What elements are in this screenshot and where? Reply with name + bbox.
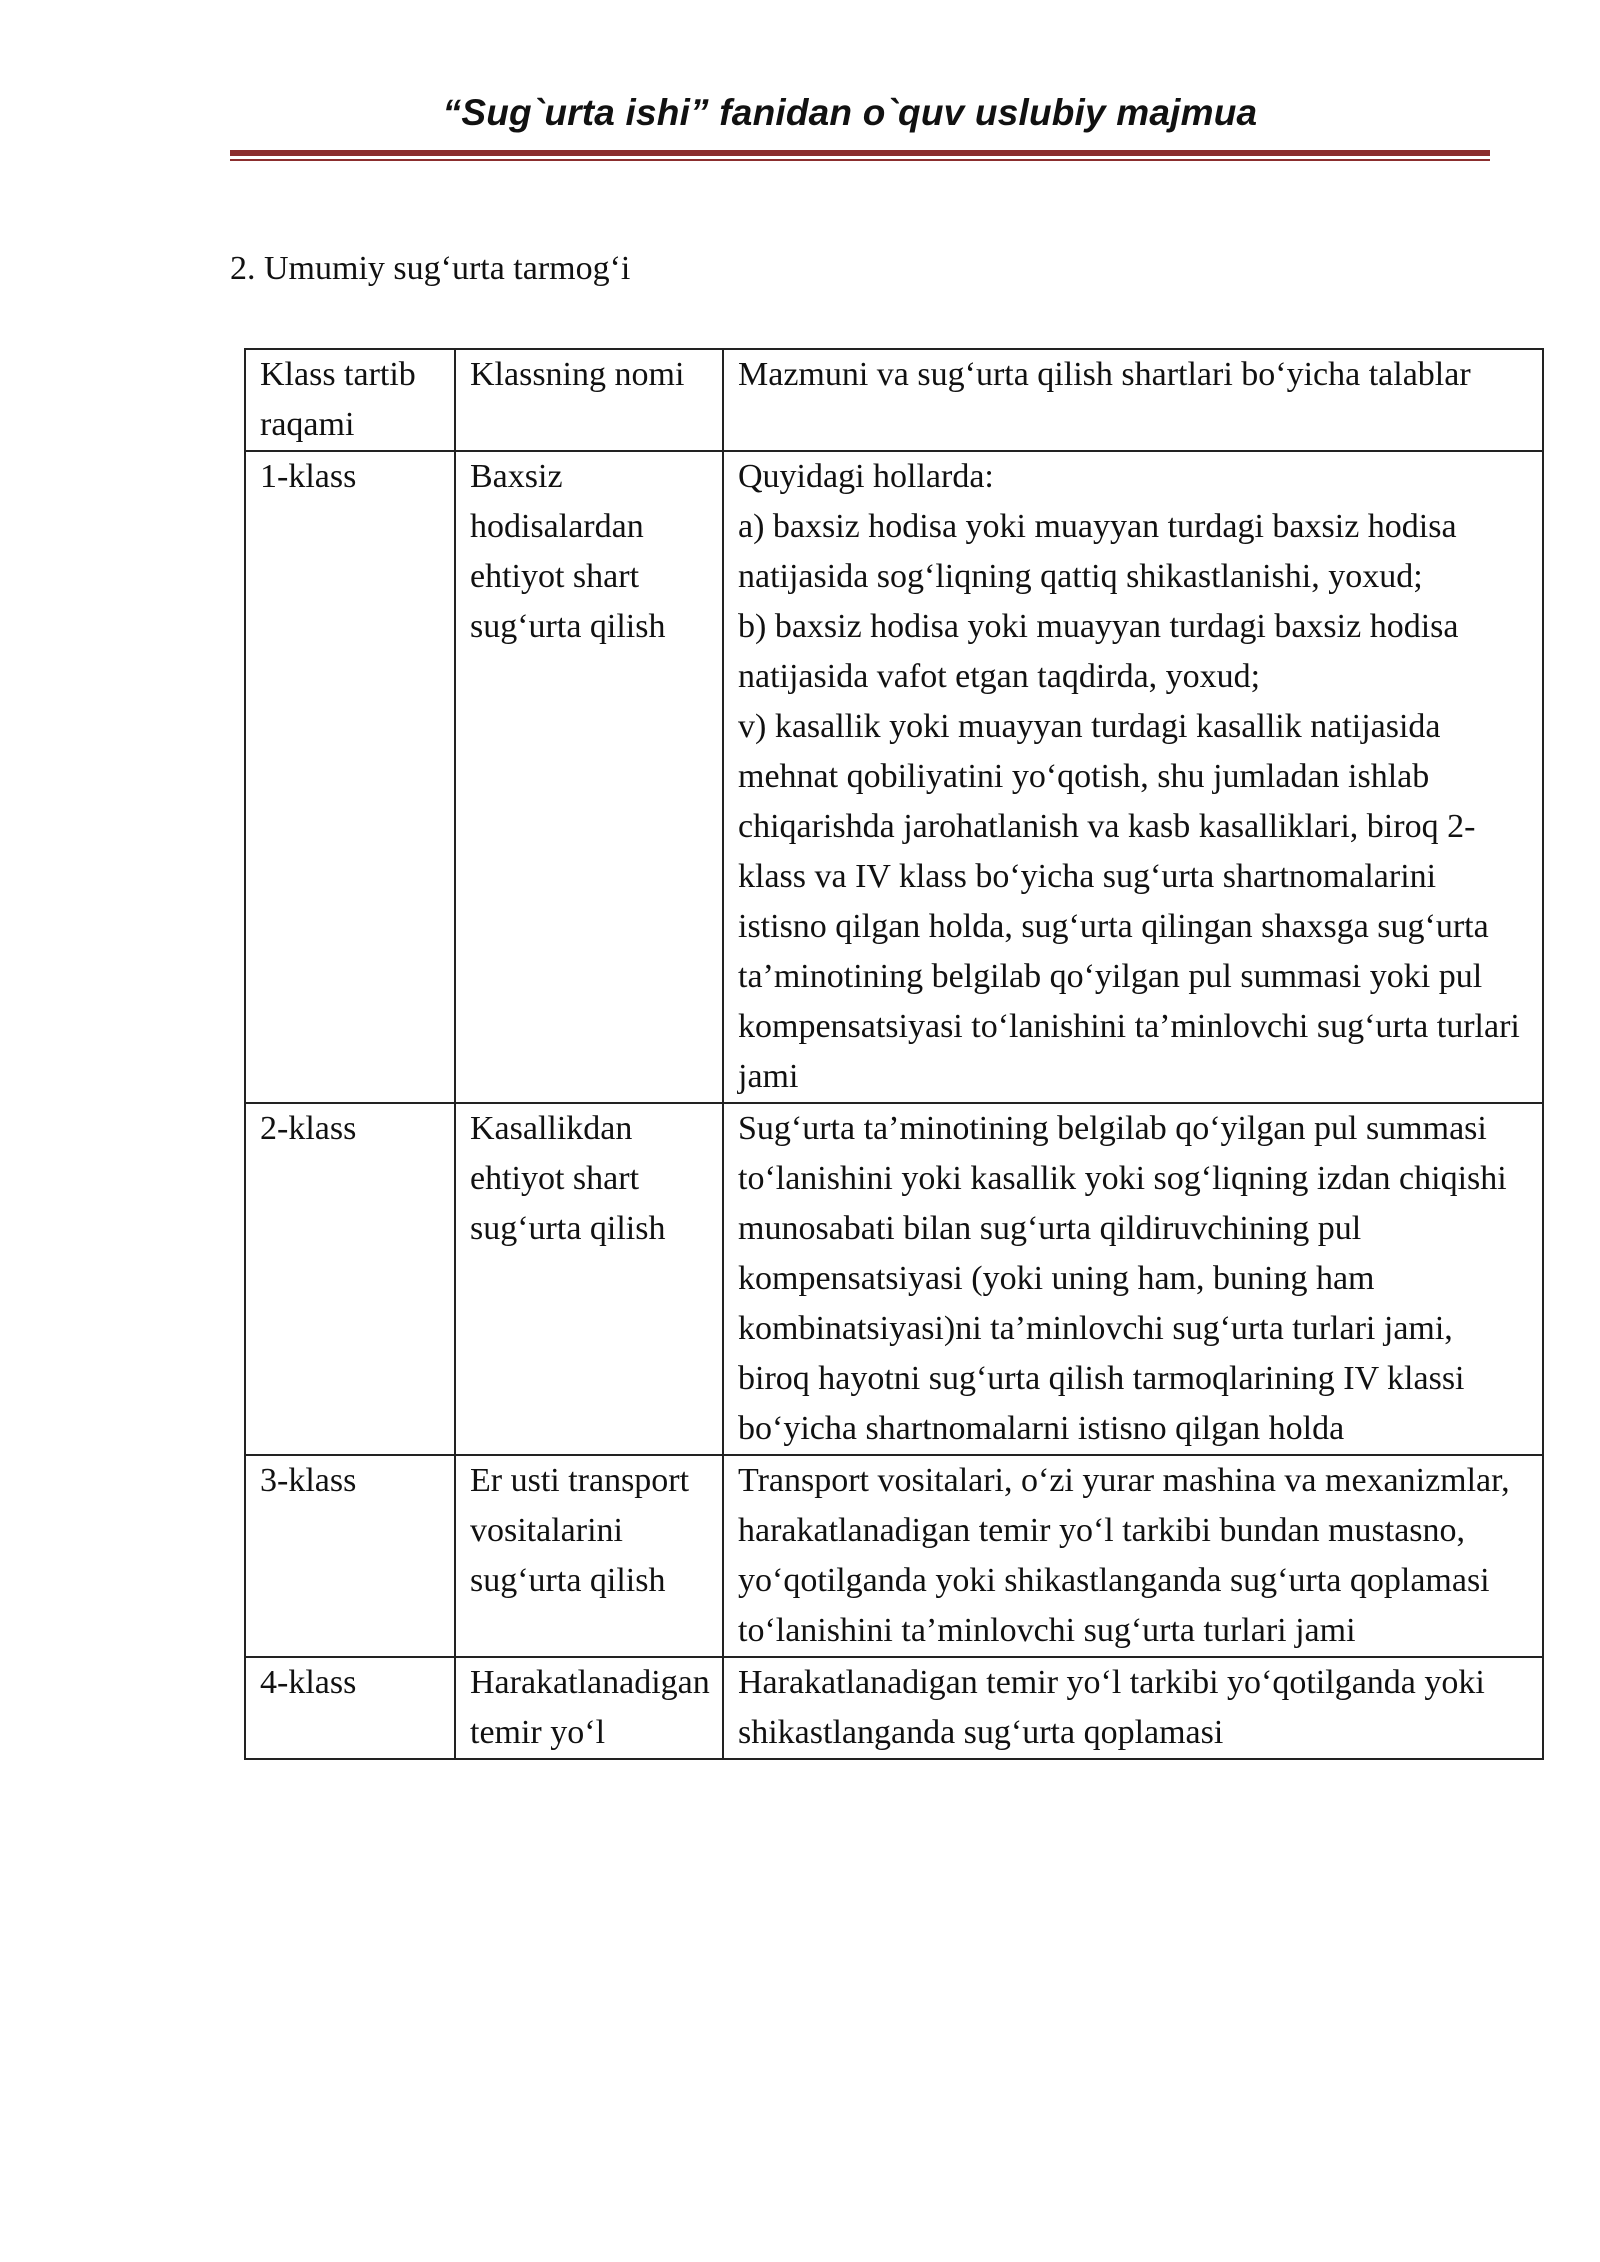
column-header-name: Klassning nomi — [455, 349, 723, 451]
class-name-cell: Kasallikdan ehtiyot shart sug‘urta qilish — [455, 1103, 723, 1455]
header-rule-thin — [230, 159, 1490, 161]
content-paragraph: Quyidagi hollarda: — [738, 458, 994, 495]
class-number-cell: 3-klass — [245, 1455, 455, 1657]
class-number-cell: 4-klass — [245, 1657, 455, 1759]
table-header-row — [245, 349, 1543, 451]
table-row — [245, 1455, 1543, 1657]
insurance-classes-table — [244, 348, 1544, 1760]
class-name-cell: Harakatlanadigan temir yo‘l — [455, 1657, 723, 1759]
class-number-cell: 1-klass — [245, 451, 455, 1103]
column-header-content: Mazmuni va sug‘urta qilish shartlari bo‘yicha talablar — [723, 349, 1543, 451]
content-paragraph: Harakatlanadigan temir yo‘l tarkibi yo‘qotilganda yoki shikastlanganda sug‘urta qoplamasi — [738, 1664, 1485, 1751]
table-row — [245, 1103, 1543, 1455]
class-content-cell — [723, 1657, 1543, 1759]
column-header-number: Klass tartib raqami — [245, 349, 455, 451]
content-paragraph: Transport vositalari, o‘zi yurar mashina va mexanizmlar, harakatlanadigan temir yo‘l tarkibi bundan mustasno, yo‘qotilganda yoki shikastlanganda sug‘urta qoplamasi to‘lanishini ta’minlovchi sug‘urta turlari jami — [738, 1462, 1510, 1649]
table-row — [245, 1657, 1543, 1759]
content-paragraph: b) baxsiz hodisa yoki muayyan turdagi baxsiz hodisa natijasida vafot etgan taqdirda, yoxud; — [738, 608, 1459, 695]
class-name-cell: Er usti transport vositalarini sug‘urta qilish — [455, 1455, 723, 1657]
class-content-cell — [723, 1103, 1543, 1455]
class-name-cell: Baxsiz hodisalardan ehtiyot shart sug‘urta qilish — [455, 451, 723, 1103]
document-header-title: “Sug`urta ishi” fanidan o`quv uslubiy majmua — [442, 92, 1258, 133]
table-row — [245, 451, 1543, 1103]
header-rule-thick — [230, 150, 1490, 156]
class-content-cell — [723, 451, 1543, 1103]
class-content-cell — [723, 1455, 1543, 1657]
section-heading: 2. Umumiy sug‘urta tarmog‘i — [230, 250, 631, 287]
class-number-cell: 2-klass — [245, 1103, 455, 1455]
content-paragraph: v) kasallik yoki muayyan turdagi kasallik natijasida mehnat qobiliyatini yo‘qotish, shu jumladan ishlab chiqarishda jarohatlanish va kasb kasalliklari, biroq 2-klass va IV klass bo‘yicha sug‘urta shartnomalarini istisno qilgan holda, sug‘urta qilingan shaxsga sug‘urta ta’minotining belgilab qo‘yilgan pul summasi yoki pul kompensatsiyasi to‘lanishini ta’minlovchi sug‘urta turlari jami — [738, 708, 1520, 1095]
content-paragraph: Sug‘urta ta’minotining belgilab qo‘yilgan pul summasi to‘lanishini yoki kasallik yoki sog‘liqning izdan chiqishi munosabati bilan sug‘urta qildiruvchining pul kompensatsiyasi (yoki uning ham, buning ham kombinatsiyasi)ni ta’minlovchi sug‘urta turlari jami, biroq hayotni sug‘urta qilish tarmoqlarining IV klassi bo‘yicha shartnomalarni istisno qilgan holda — [738, 1110, 1507, 1447]
content-paragraph: a) baxsiz hodisa yoki muayyan turdagi baxsiz hodisa natijasida sog‘liqning qattiq shikastlanishi, yoxud; — [738, 508, 1457, 595]
